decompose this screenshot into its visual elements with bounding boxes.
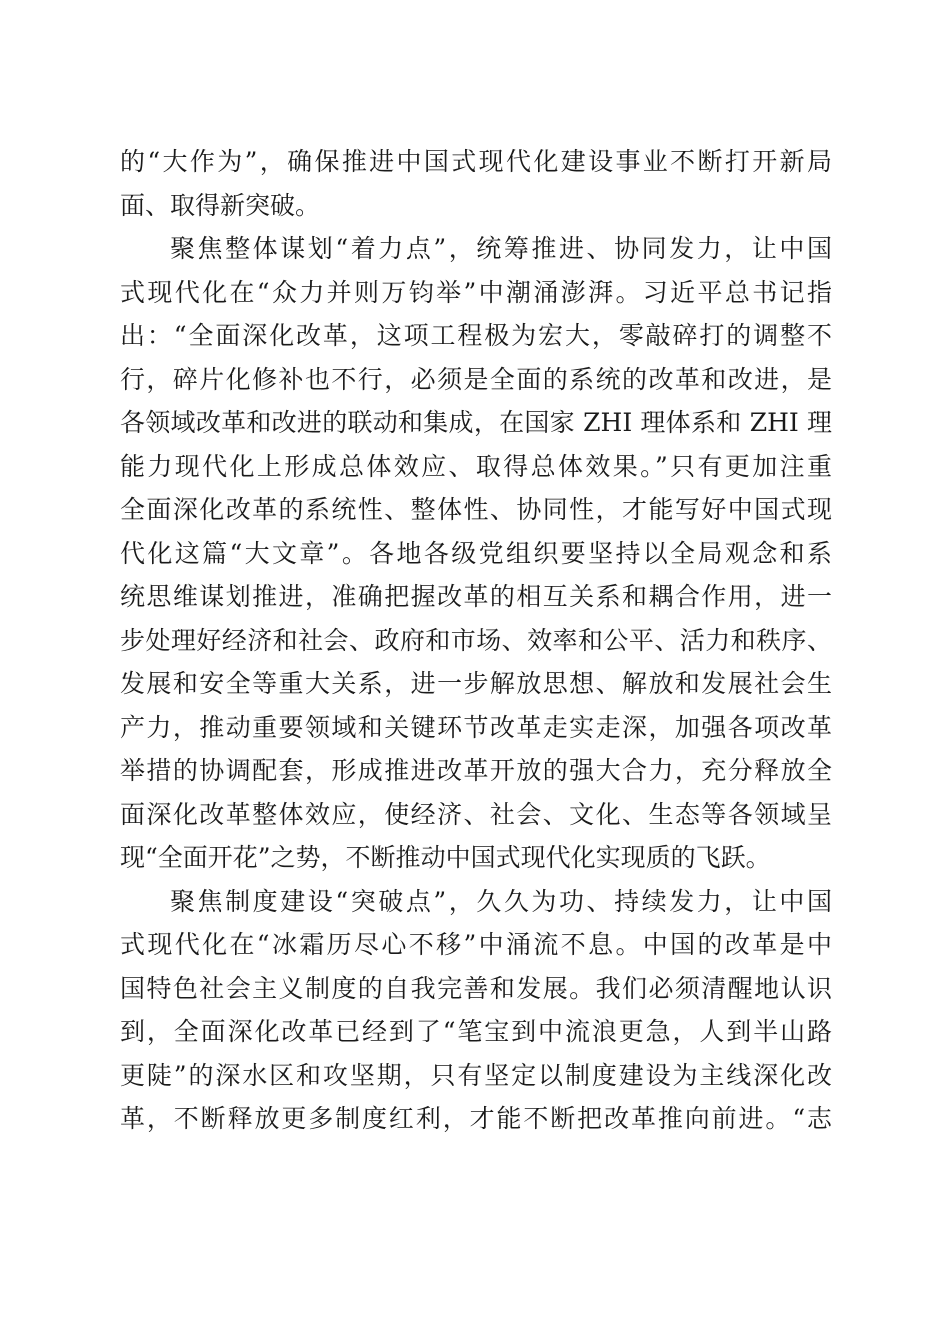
text-line: 聚焦制度建设“突破点”，久久为功、持续发力，让中国 (170, 886, 832, 916)
text-line: 面深化改革整体效应，使经济、社会、文化、生态等各领域呈 (120, 799, 832, 829)
text-line: 各领域改革和改进的联动和集成，在国家 ZHI 理体系和 ZHI 理 (120, 408, 832, 437)
text-line: 出：“全面深化改革，这项工程极为宏大，零敲碎打的调整不 (120, 321, 832, 350)
document-body (120, 140, 832, 1141)
text-line: 现“全面开花”之势，不断推动中国式现代化实现质的飞跃。 (120, 843, 771, 872)
paragraph-3 (120, 880, 832, 1141)
text-line: 能力现代化上形成总体效应、取得总体效果。”只有更加注重 (120, 451, 832, 481)
text-line: 的“大作为”，确保推进中国式现代化建设事业不断打开新局 (120, 147, 832, 176)
text-line: 革，不断释放更多制度红利，才能不断把改革推向前进。“志 (120, 1104, 832, 1133)
paragraph-2 (120, 227, 832, 880)
text-line: 面、取得新突破。 (120, 190, 321, 220)
text-line: 行，碎片化修补也不行，必须是全面的系统的改革和改进，是 (120, 364, 832, 394)
text-line: 到，全面深化改革已经到了“笔宝到中流浪更急，人到半山路 (120, 1017, 832, 1046)
text-line: 式现代化在“冰霜历尽心不移”中涌流不息。中国的改革是中 (120, 930, 832, 959)
paragraph-1 (120, 140, 832, 227)
text-line: 更陡”的深水区和攻坚期，只有坚定以制度建设为主线深化改 (120, 1060, 832, 1090)
text-line: 统思维谋划推进，准确把握改革的相互关系和耦合作用，进一 (120, 582, 832, 611)
text-line: 式现代化在“众力并则万钧举”中潮涌澎湃。习近平总书记指 (120, 277, 832, 307)
text-line: 步处理好经济和社会、政府和市场、效率和公平、活力和秩序、 (120, 625, 832, 655)
text-line: 举措的协调配套，形成推进改革开放的强大合力，充分释放全 (120, 756, 832, 785)
text-line: 产力，推动重要领域和关键环节改革走实走深，加强各项改革 (120, 712, 832, 742)
text-line: 聚焦整体谋划“着力点”，统筹推进、协同发力，让中国 (170, 234, 832, 263)
text-line: 全面深化改革的系统性、整体性、协同性，才能写好中国式现 (120, 495, 832, 524)
text-line: 国特色社会主义制度的自我完善和发展。我们必须清醒地认识 (120, 973, 832, 1003)
text-line: 代化这篇“大文章”。各地各级党组织要坚持以全局观念和系 (120, 538, 832, 568)
text-line: 发展和安全等重大关系，进一步解放思想、解放和发展社会生 (120, 669, 832, 698)
